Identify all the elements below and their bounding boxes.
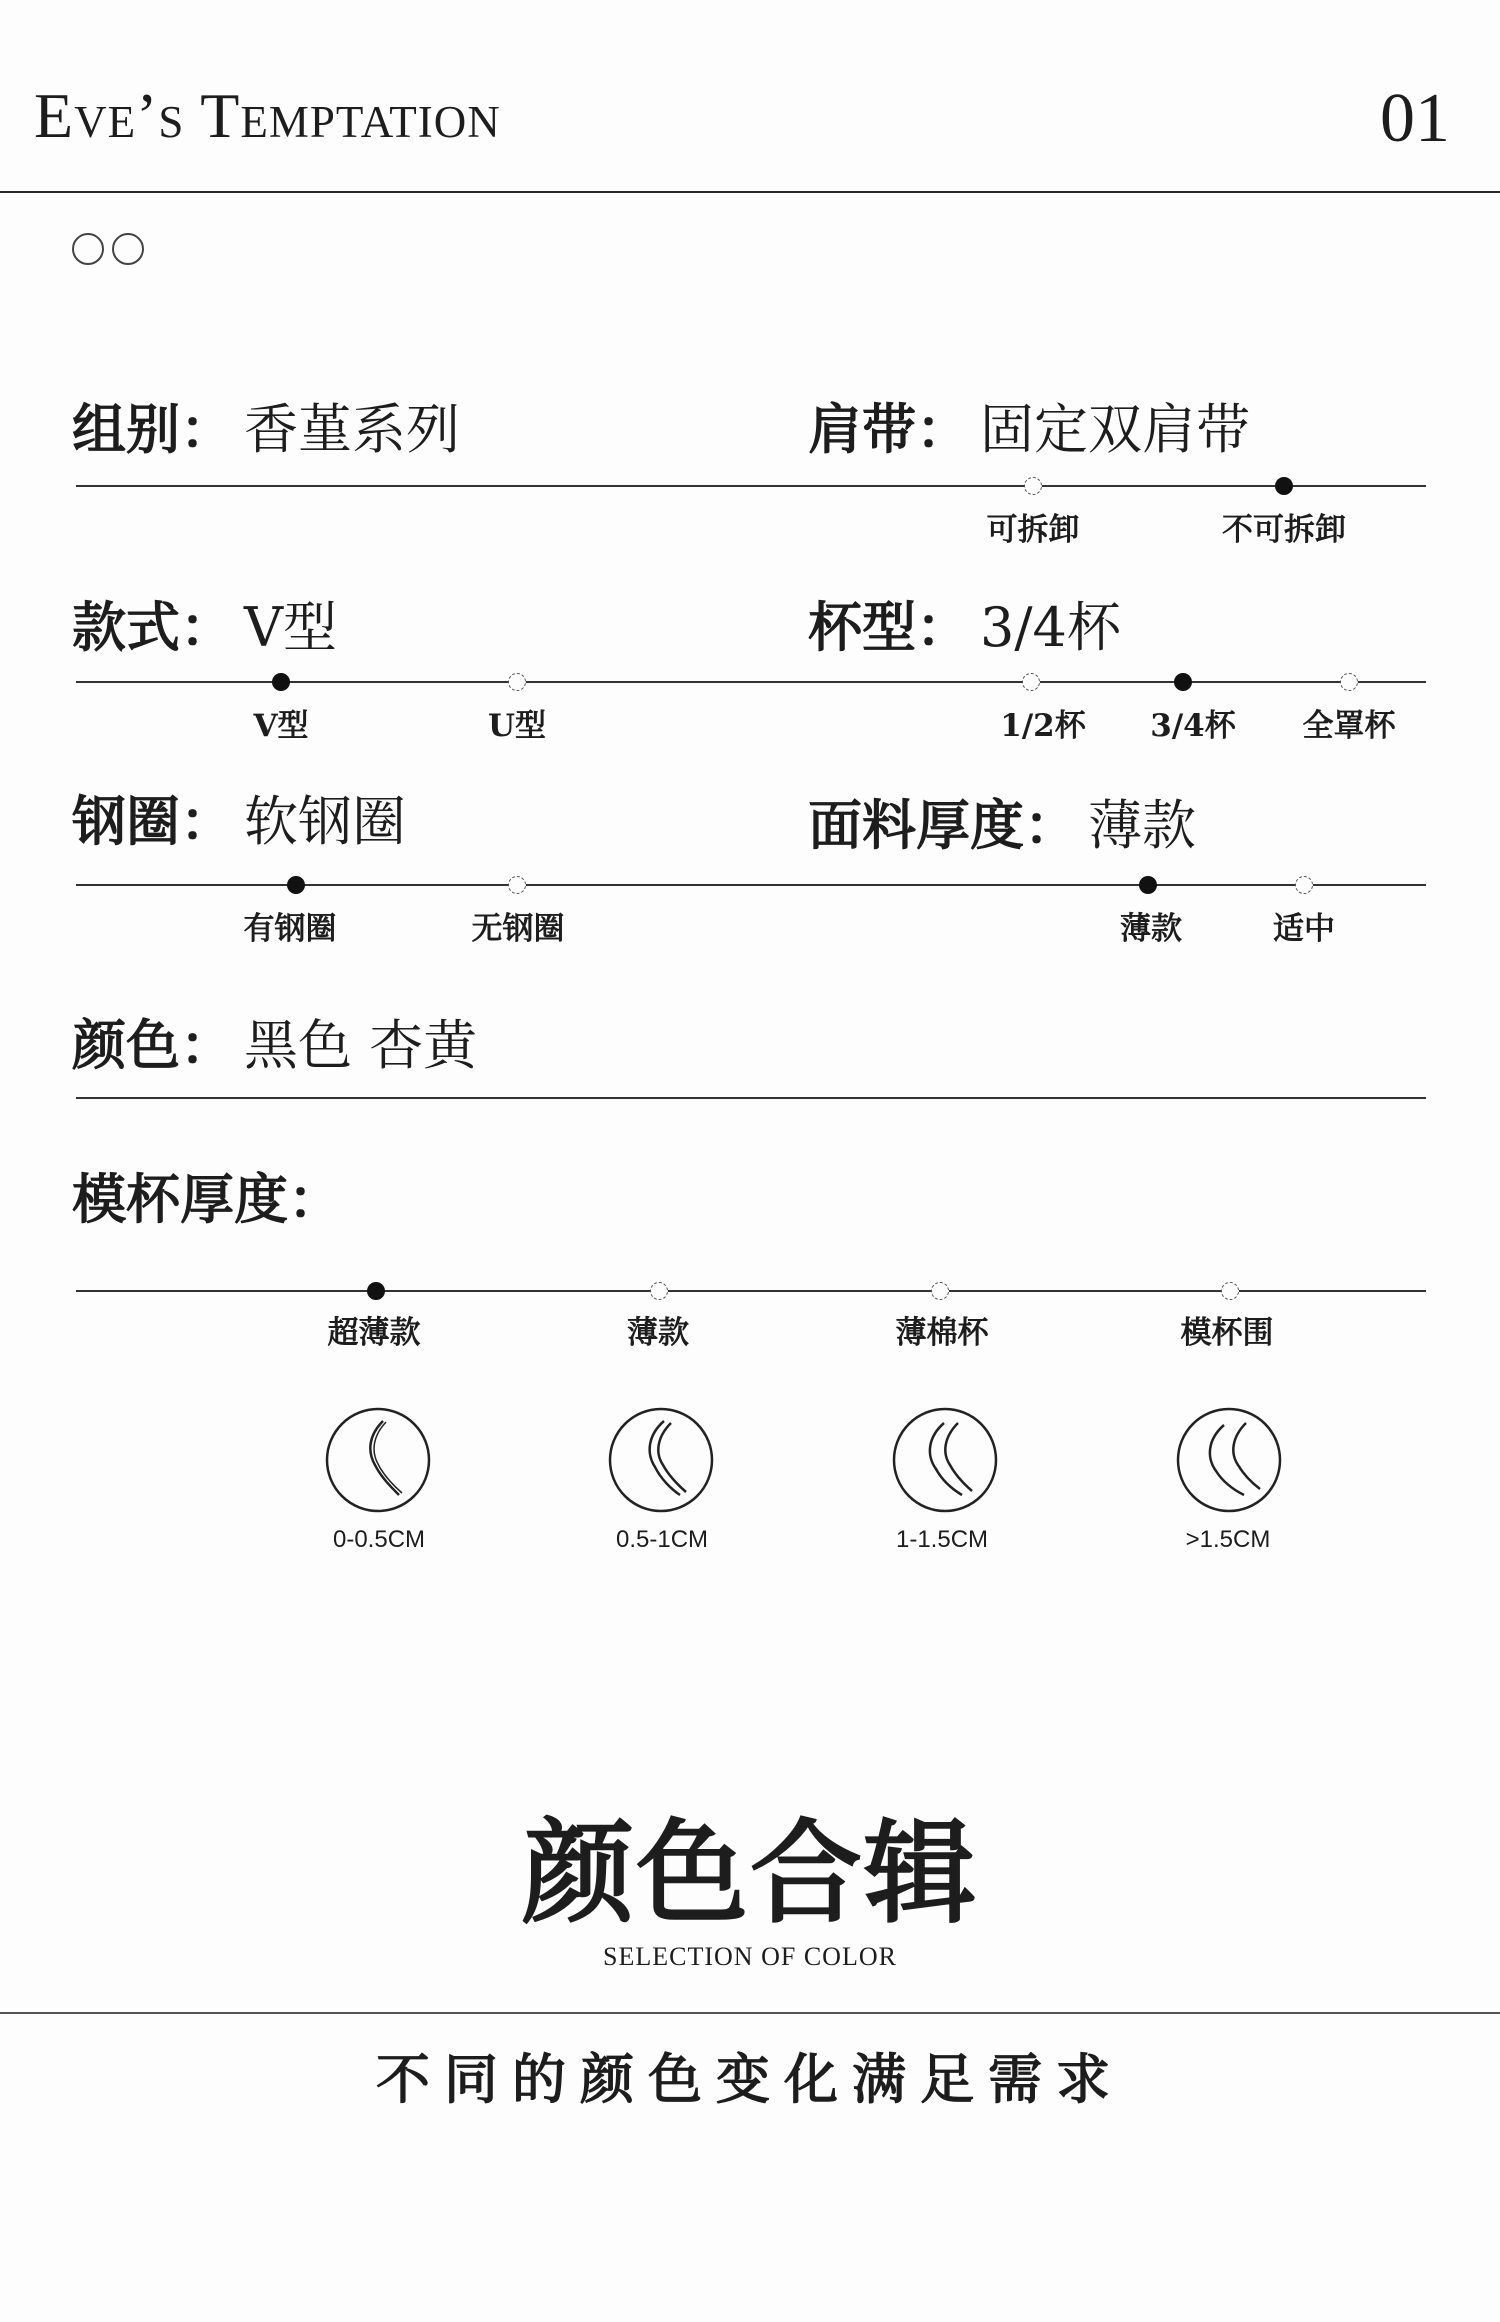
mold-option-label: 超薄款 xyxy=(327,1315,421,1351)
mold-option-label: 薄棉杯 xyxy=(895,1315,989,1351)
style-field xyxy=(72,595,337,659)
mold-label: 模杯厚度： xyxy=(72,1167,342,1231)
strap-field xyxy=(808,397,1250,461)
group-value: 香堇系列 xyxy=(244,398,460,461)
cup-thickness-icon xyxy=(1176,1407,1282,1513)
mold-measure: 0-0.5CM xyxy=(332,1526,426,1553)
cup-thickness-icon xyxy=(892,1407,998,1513)
brand-logo: Eve’s Temptation xyxy=(34,80,501,151)
fabric-value: 薄款 xyxy=(1088,794,1196,857)
mold-measure: >1.5CM xyxy=(1185,1526,1271,1553)
strap-option-dot xyxy=(1275,477,1293,495)
style-value: V型 xyxy=(244,596,337,659)
header-divider xyxy=(0,191,1500,193)
page-number: 01 xyxy=(1380,80,1450,157)
underwire-field xyxy=(72,789,406,853)
fabric-option-label: 薄款 xyxy=(1120,911,1182,947)
group-label: 组别： xyxy=(72,397,234,461)
cup-option-dot xyxy=(1022,673,1040,691)
underwire-option-dot xyxy=(508,876,526,894)
section-tagline: 不同的颜色变化满足需求 xyxy=(376,2047,1124,2111)
row4-line xyxy=(76,1097,1426,1099)
cup-option-label: 3/4杯 xyxy=(1150,708,1236,744)
decorative-circles xyxy=(72,233,152,269)
mold-option-dot xyxy=(1221,1282,1239,1300)
cup-option-label: 1/2杯 xyxy=(1000,708,1086,744)
section-subtitle: SELECTION OF COLOR xyxy=(603,1942,897,1971)
cup-field xyxy=(808,595,1121,659)
mold-option-label: 模杯围 xyxy=(1180,1315,1274,1351)
underwire-label: 钢圈： xyxy=(72,789,234,853)
mold-option-dot xyxy=(367,1282,385,1300)
fabric-option-dot xyxy=(1295,876,1313,894)
mold-measure: 1-1.5CM xyxy=(895,1526,989,1553)
style-option-dot xyxy=(508,673,526,691)
style-option-label: V型 xyxy=(253,708,309,744)
underwire-option-dot xyxy=(287,876,305,894)
row3-line xyxy=(76,884,1426,886)
fabric-field xyxy=(808,793,1196,857)
section-title: 颜色合辑 xyxy=(522,1808,978,1939)
color-value: 黑色 杏黄 xyxy=(244,1014,478,1077)
strap-option-label: 不可拆卸 xyxy=(1222,512,1346,548)
style-label: 款式： xyxy=(72,595,234,659)
underwire-value: 软钢圈 xyxy=(244,790,406,853)
mold-option-dot xyxy=(931,1282,949,1300)
cup-label: 杯型： xyxy=(808,595,970,659)
mold-field xyxy=(72,1167,342,1231)
row1-line xyxy=(76,485,1426,487)
section-divider xyxy=(0,2012,1500,2014)
cup-option-dot xyxy=(1174,673,1192,691)
fabric-label: 面料厚度： xyxy=(808,793,1078,857)
cup-thickness-icon xyxy=(608,1407,714,1513)
cup-option-label: 全罩杯 xyxy=(1302,708,1396,744)
cup-value: 3/4杯 xyxy=(980,596,1121,659)
fabric-option-dot xyxy=(1139,876,1157,894)
color-field xyxy=(72,1013,478,1077)
mold-option-label: 薄款 xyxy=(627,1315,689,1351)
underwire-option-label: 无钢圈 xyxy=(471,911,565,947)
cup-option-dot xyxy=(1340,673,1358,691)
color-label: 颜色： xyxy=(72,1013,234,1077)
mold-option-dot xyxy=(650,1282,668,1300)
mold-measure: 0.5-1CM xyxy=(615,1526,709,1553)
cup-thickness-icon xyxy=(325,1407,431,1513)
underwire-option-label: 有钢圈 xyxy=(243,911,337,947)
strap-option-label: 可拆卸 xyxy=(986,512,1080,548)
strap-label: 肩带： xyxy=(808,397,970,461)
style-option-dot xyxy=(272,673,290,691)
fabric-option-label: 适中 xyxy=(1273,911,1335,947)
style-option-label: U型 xyxy=(487,708,547,744)
strap-option-dot xyxy=(1024,477,1042,495)
group-field xyxy=(72,397,460,461)
strap-value: 固定双肩带 xyxy=(980,398,1250,461)
